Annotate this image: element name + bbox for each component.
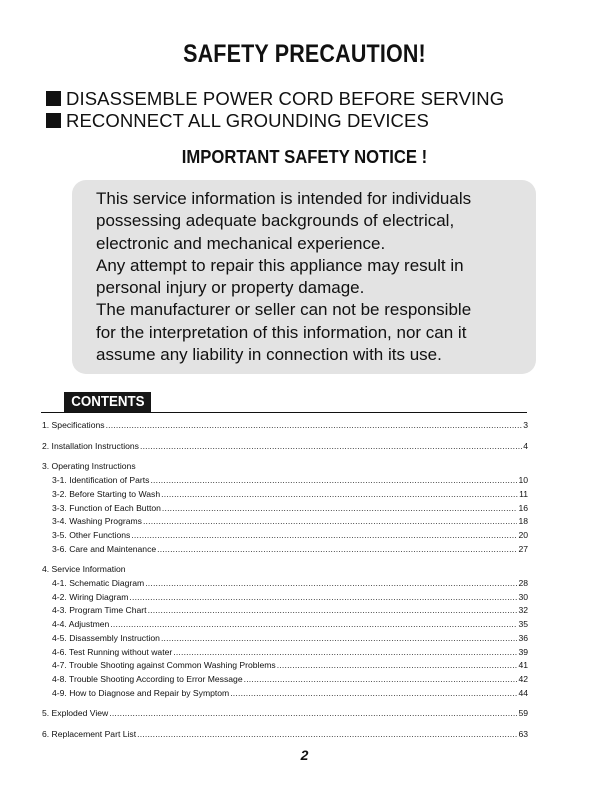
warning-text-2: RECONNECT ALL GROUNDING DEVICES xyxy=(66,110,429,131)
toc-entry[interactable] xyxy=(42,687,528,701)
notice-title-text: IMPORTANT SAFETY NOTICE ! xyxy=(181,146,428,167)
contents-heading xyxy=(64,392,151,412)
toc-leader xyxy=(173,646,517,660)
toc-page: 39 xyxy=(518,646,528,657)
toc-entry[interactable] xyxy=(42,646,528,660)
toc-page: 10 xyxy=(518,475,528,486)
toc-leader xyxy=(140,440,522,454)
toc-label: 3-3. Function of Each Button xyxy=(52,502,161,513)
warning-line-1 xyxy=(46,88,504,110)
toc-leader xyxy=(148,604,518,618)
toc-page: 63 xyxy=(518,729,528,740)
toc-section-heading xyxy=(42,460,528,474)
page-title: SAFETY PRECAUTION! xyxy=(183,40,426,68)
toc-entry[interactable] xyxy=(42,591,528,605)
notice-line: for the interpretation of this information, nor can it xyxy=(96,322,467,342)
toc-label: 5. Exploded View xyxy=(42,708,109,719)
toc-entry[interactable] xyxy=(42,440,528,454)
toc-label: 2. Installation Instructions xyxy=(42,440,139,451)
toc-leader xyxy=(161,488,518,502)
contents-divider xyxy=(41,412,527,413)
toc-label: 3-5. Other Functions xyxy=(52,529,131,540)
notice-line: electronic and mechanical experience. xyxy=(96,233,386,253)
toc-leader xyxy=(137,728,517,742)
toc-leader xyxy=(161,632,517,646)
toc-page: 4 xyxy=(523,440,528,451)
toc-page: 20 xyxy=(518,529,528,540)
toc-page: 41 xyxy=(518,660,528,671)
toc-leader xyxy=(110,618,517,632)
toc-page: 11 xyxy=(519,488,528,499)
notice-line: This service information is intended for individuals xyxy=(96,189,472,208)
notice-line: personal injury or property damage. xyxy=(96,278,365,298)
toc-entry[interactable] xyxy=(42,488,528,502)
toc-label: 4-9. How to Diagnose and Repair by Symptom xyxy=(52,687,230,698)
toc-entry[interactable] xyxy=(42,502,528,516)
black-square-icon xyxy=(46,113,61,128)
table-of-contents xyxy=(42,419,528,742)
toc-label: 3-2. Before Starting to Wash xyxy=(52,488,161,499)
toc-entry[interactable] xyxy=(42,604,528,618)
toc-section-heading xyxy=(42,563,528,577)
warning-text-1: DISASSEMBLE POWER CORD BEFORE SERVING xyxy=(66,88,505,109)
toc-entry[interactable] xyxy=(42,618,528,632)
toc-leader xyxy=(143,515,517,529)
toc-label: 4-5. Disassembly Instruction xyxy=(52,632,160,643)
notice-line: Any attempt to repair this appliance may result in xyxy=(96,255,464,275)
page-number: 2 xyxy=(300,747,309,763)
toc-entry[interactable] xyxy=(42,728,528,742)
toc-entry[interactable] xyxy=(42,577,528,591)
toc-entry[interactable] xyxy=(42,474,528,488)
toc-leader xyxy=(277,659,518,673)
toc-entry[interactable] xyxy=(42,707,528,721)
toc-label: 4-3. Program Time Chart xyxy=(52,605,147,616)
toc-page: 27 xyxy=(518,543,528,554)
toc-label: 4-8. Trouble Shooting According to Error Message xyxy=(52,673,243,684)
toc-leader xyxy=(162,502,518,516)
notice-line: possessing adequate backgrounds of electrical, xyxy=(96,211,455,231)
toc-entry[interactable] xyxy=(42,673,528,687)
toc-page: 44 xyxy=(518,687,528,698)
toc-page: 59 xyxy=(518,708,528,719)
notice-line: The manufacturer or seller can not be responsible xyxy=(96,300,472,320)
contents-heading-text: CONTENTS xyxy=(70,394,145,410)
toc-label: 1. Specifications xyxy=(42,420,105,430)
toc-page: 3 xyxy=(523,420,528,430)
toc-label: 3-4. Washing Programs xyxy=(52,516,142,527)
toc-page: 28 xyxy=(518,578,528,589)
toc-entry[interactable] xyxy=(42,529,528,543)
toc-page: 32 xyxy=(518,605,528,616)
toc-page: 36 xyxy=(518,632,528,643)
notice-title xyxy=(30,146,578,168)
toc-leader xyxy=(131,529,517,543)
toc-entry[interactable] xyxy=(42,515,528,529)
toc-page: 42 xyxy=(518,673,528,684)
toc-leader xyxy=(150,474,517,488)
toc-label: 4-6. Test Running without water xyxy=(52,646,173,657)
toc-page: 30 xyxy=(518,591,528,602)
toc-entry[interactable] xyxy=(42,419,528,433)
toc-label: 4-7. Trouble Shooting against Common Washing Problems xyxy=(52,660,276,671)
toc-leader xyxy=(230,687,517,701)
toc-page: 16 xyxy=(518,502,528,513)
toc-label: 3-1. Identification of Parts xyxy=(52,475,150,486)
toc-leader xyxy=(109,707,517,721)
toc-leader xyxy=(244,673,518,687)
toc-label: 3-6. Care and Maintenance xyxy=(52,543,157,554)
black-square-icon xyxy=(46,91,61,106)
toc-entry[interactable] xyxy=(42,632,528,646)
toc-entry[interactable] xyxy=(42,659,528,673)
toc-label: 6. Replacement Part List xyxy=(42,729,137,740)
toc-page: 18 xyxy=(518,516,528,527)
notice-body xyxy=(96,188,516,366)
toc-leader xyxy=(157,543,517,557)
warning-line-2 xyxy=(46,110,429,132)
toc-leader xyxy=(145,577,517,591)
toc-label: 4-1. Schematic Diagram xyxy=(52,578,145,589)
toc-label: 4. Service Information xyxy=(42,564,126,575)
toc-label: 4-2. Wiring Diagram xyxy=(52,591,129,602)
toc-label: 3. Operating Instructions xyxy=(42,461,136,472)
toc-entry[interactable] xyxy=(42,543,528,557)
toc-label: 4-4. Adjustmen xyxy=(52,619,110,630)
toc-leader xyxy=(106,419,523,433)
toc-leader xyxy=(129,591,517,605)
toc-page: 35 xyxy=(518,619,528,630)
notice-line: assume any liability in connection with its use. xyxy=(96,345,442,365)
